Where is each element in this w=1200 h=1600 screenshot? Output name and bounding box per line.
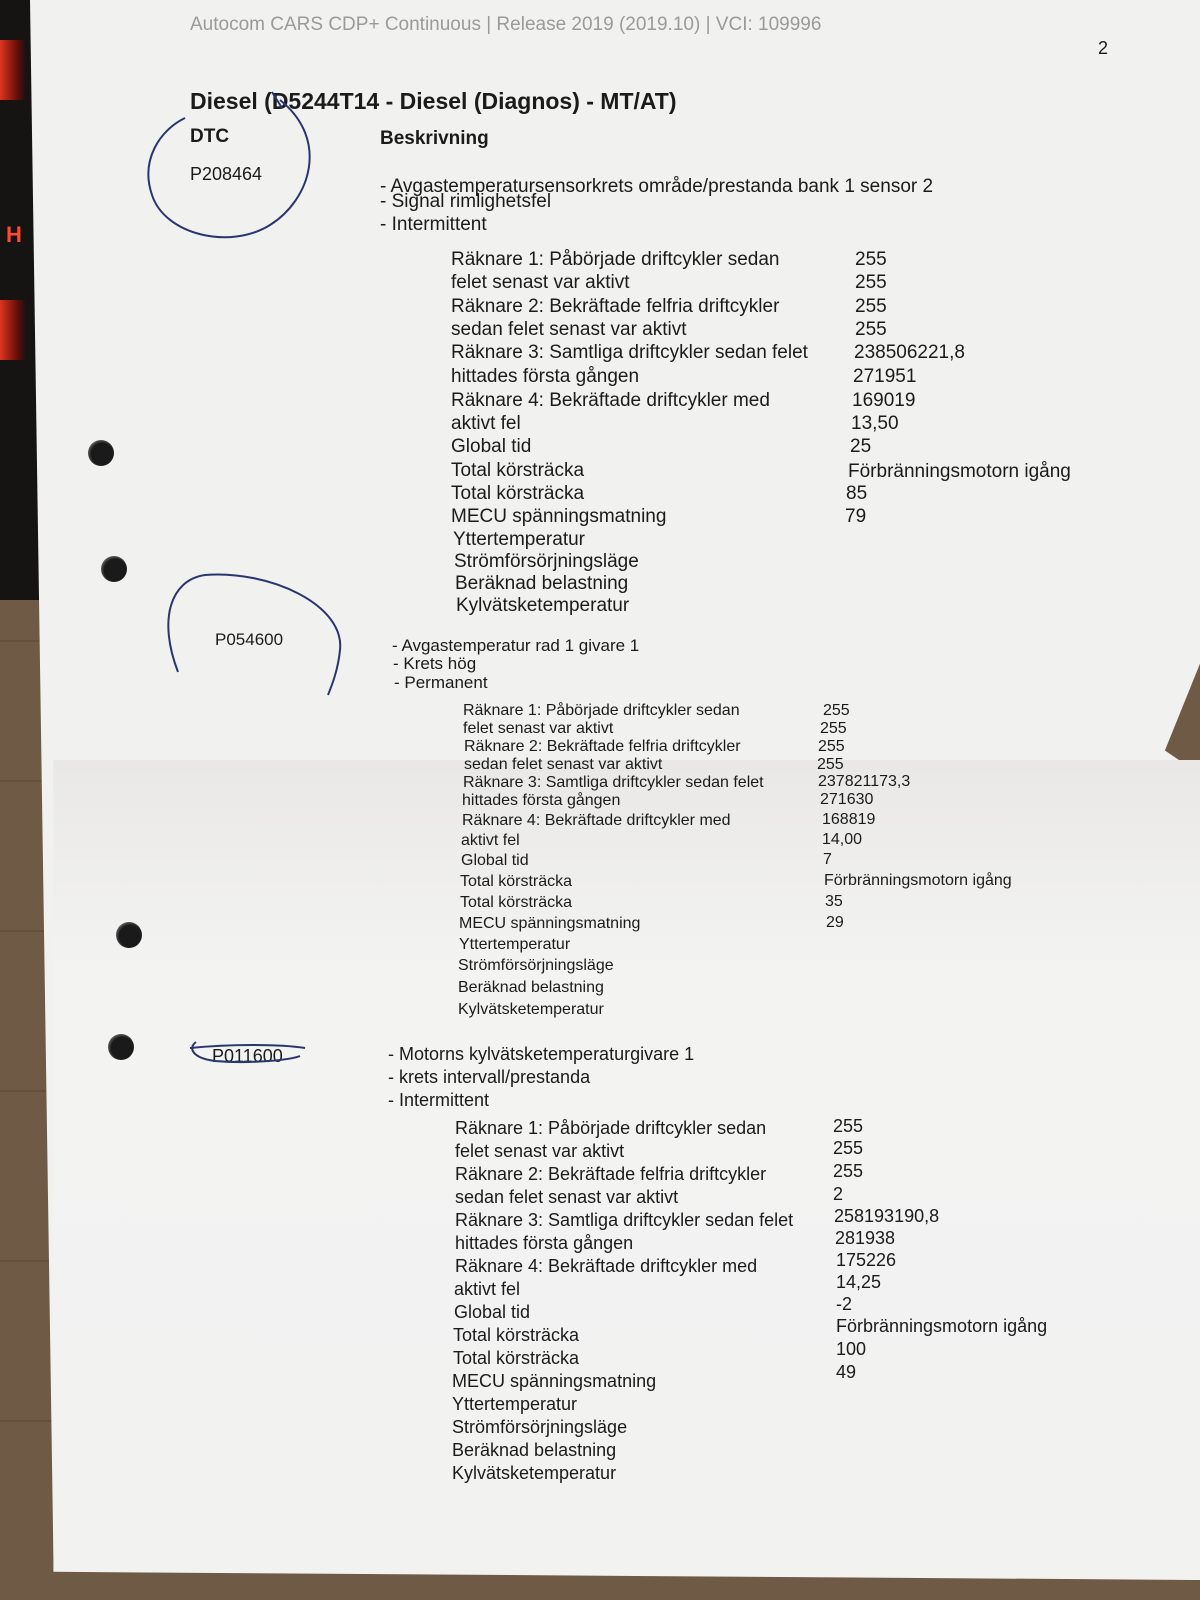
- counter-value: 237821173,3: [818, 773, 911, 790]
- counter-label: Räknare 1: Påbörjade driftcykler sedan: [451, 249, 780, 270]
- counter-value: Förbränningsmotorn igång: [836, 1316, 1048, 1336]
- counter-value: 255: [855, 296, 887, 317]
- counter-label: MECU spänningsmatning: [452, 1371, 657, 1391]
- counter-value: 271630: [820, 791, 874, 808]
- counter-label: Total körsträcka: [451, 460, 585, 481]
- counter-label: Global tid: [461, 852, 529, 869]
- counter-value: 255: [855, 319, 887, 340]
- counter-label: Global tid: [454, 1302, 531, 1322]
- counter-label: Total körsträcka: [460, 873, 573, 890]
- counter-value: 2: [833, 1184, 844, 1204]
- counter-label: Räknare 3: Samtliga driftcykler sedan felet: [455, 1210, 794, 1230]
- description-line: - krets intervall/prestanda: [388, 1067, 591, 1087]
- counter-value: 7: [823, 851, 832, 868]
- counter-label: Räknare 3: Samtliga driftcykler sedan felet: [451, 342, 808, 363]
- counter-label: Kylvätsketemperatur: [452, 1463, 617, 1483]
- counter-label: aktivt fel: [454, 1279, 521, 1299]
- counter-label: sedan felet senast var aktivt: [464, 756, 663, 773]
- description-line: - Intermittent: [388, 1090, 490, 1110]
- dtc-column-header: DTC: [190, 126, 230, 147]
- page-number: 2: [1098, 38, 1109, 58]
- counter-value: 271951: [853, 366, 917, 387]
- dtc-code: P054600: [215, 630, 284, 649]
- counter-label: Räknare 2: Bekräftade felfria driftcykler: [451, 296, 780, 317]
- counter-label: Räknare 3: Samtliga driftcykler sedan felet: [463, 774, 764, 791]
- counter-value: 255: [817, 756, 844, 773]
- counter-value: 238506221,8: [854, 342, 965, 363]
- counter-value: -2: [836, 1294, 853, 1314]
- counter-value: 13,50: [851, 413, 899, 434]
- counter-label: sedan felet senast var aktivt: [451, 319, 687, 340]
- counter-value: 255: [823, 702, 850, 719]
- counter-label: sedan felet senast var aktivt: [455, 1187, 679, 1207]
- counter-value: 255: [855, 272, 887, 293]
- counter-label: Beräknad belastning: [455, 573, 629, 594]
- dtc-code: P011600: [212, 1046, 283, 1066]
- counter-value: 255: [833, 1138, 864, 1158]
- counter-label: Kylvätsketemperatur: [456, 595, 630, 616]
- counter-label: Total körsträcka: [453, 1325, 580, 1345]
- counter-label: hittades första gången: [451, 366, 640, 387]
- counter-label: hittades första gången: [462, 792, 621, 809]
- counter-value: 255: [833, 1161, 864, 1181]
- punch-hole: [88, 440, 114, 466]
- counter-value: 169019: [852, 390, 916, 411]
- counter-value: 255: [855, 249, 887, 270]
- counter-value: 281938: [835, 1228, 896, 1248]
- counter-label: Räknare 1: Påbörjade driftcykler sedan: [463, 702, 740, 719]
- description-column-header: Beskrivning: [380, 128, 489, 149]
- counter-label: Beräknad belastning: [458, 979, 604, 996]
- counter-label: felet senast var aktivt: [463, 720, 614, 737]
- counter-value: 14,00: [822, 831, 863, 848]
- description-line: - Avgastemperatursensorkrets område/prestanda bank 1 sensor 2: [380, 176, 934, 197]
- counter-label: Räknare 4: Bekräftade driftcykler med: [455, 1256, 758, 1276]
- punch-hole: [108, 1034, 134, 1060]
- counter-label: Räknare 2: Bekräftade felfria driftcykler: [464, 738, 741, 755]
- counter-value: 168819: [822, 811, 876, 828]
- counter-label: Strömförsörjningsläge: [458, 957, 614, 974]
- description-line: - Intermittent: [380, 214, 487, 235]
- counter-value: 175226: [836, 1250, 897, 1270]
- counter-label: aktivt fel: [451, 413, 521, 434]
- counter-value: 255: [833, 1116, 864, 1136]
- description-line: - Permanent: [394, 673, 488, 692]
- description-line: - Avgastemperatur rad 1 givare 1: [392, 636, 640, 655]
- counter-label: aktivt fel: [461, 832, 520, 849]
- page-title: Diesel (D5244T14 - Diesel (Diagnos) - MT/AT): [190, 88, 677, 114]
- counter-label: Räknare 1: Påbörjade driftcykler sedan: [455, 1118, 767, 1138]
- counter-label: MECU spänningsmatning: [459, 915, 641, 932]
- counter-value: 35: [825, 893, 843, 910]
- counter-value: 29: [826, 914, 844, 931]
- counter-label: Yttertemperatur: [453, 529, 585, 550]
- counter-value: 258193190,8: [834, 1206, 940, 1226]
- counter-label: Strömförsörjningsläge: [454, 551, 639, 572]
- counter-label: Yttertemperatur: [452, 1394, 578, 1414]
- counter-value: 79: [845, 506, 867, 527]
- dtc-code: P208464: [190, 164, 263, 184]
- counter-label: Total körsträcka: [453, 1348, 580, 1368]
- counter-label: Total körsträcka: [451, 483, 585, 504]
- report-header: Autocom CARS CDP+ Continuous | Release 2019 (2019.10) | VCI: 109996: [190, 14, 822, 35]
- counter-label: Kylvätsketemperatur: [458, 1001, 604, 1018]
- counter-label: felet senast var aktivt: [455, 1141, 625, 1161]
- counter-label: Räknare 2: Bekräftade felfria driftcykler: [455, 1164, 767, 1184]
- counter-label: Yttertemperatur: [459, 936, 571, 953]
- counter-value: 25: [850, 436, 872, 457]
- punch-hole: [101, 556, 127, 582]
- counter-label: Strömförsörjningsläge: [452, 1417, 628, 1437]
- description-line: - Signal rimlighetsfel: [380, 191, 552, 212]
- counter-value: Förbränningsmotorn igång: [824, 872, 1012, 889]
- counter-label: Räknare 4: Bekräftade driftcykler med: [451, 390, 770, 411]
- counter-label: Beräknad belastning: [452, 1440, 617, 1460]
- counter-label: felet senast var aktivt: [451, 272, 630, 293]
- counter-label: Global tid: [451, 436, 532, 457]
- counter-value: 85: [846, 483, 868, 504]
- description-line: - Motorns kylvätsketemperaturgivare 1: [388, 1044, 695, 1064]
- counter-label: hittades första gången: [455, 1233, 634, 1253]
- counter-label: Räknare 4: Bekräftade driftcykler med: [462, 812, 731, 829]
- counter-label: Total körsträcka: [460, 894, 573, 911]
- counter-value: 255: [818, 738, 845, 755]
- counter-label: MECU spänningsmatning: [451, 506, 667, 527]
- keyboard-edge: H: [0, 0, 60, 600]
- punch-hole: [116, 922, 142, 948]
- counter-value: 14,25: [836, 1272, 882, 1292]
- description-line: - Krets hög: [393, 654, 477, 673]
- counter-value: Förbränningsmotorn igång: [848, 461, 1071, 482]
- counter-value: 255: [820, 720, 847, 737]
- counter-value: 100: [836, 1339, 867, 1359]
- counter-value: 49: [836, 1362, 857, 1382]
